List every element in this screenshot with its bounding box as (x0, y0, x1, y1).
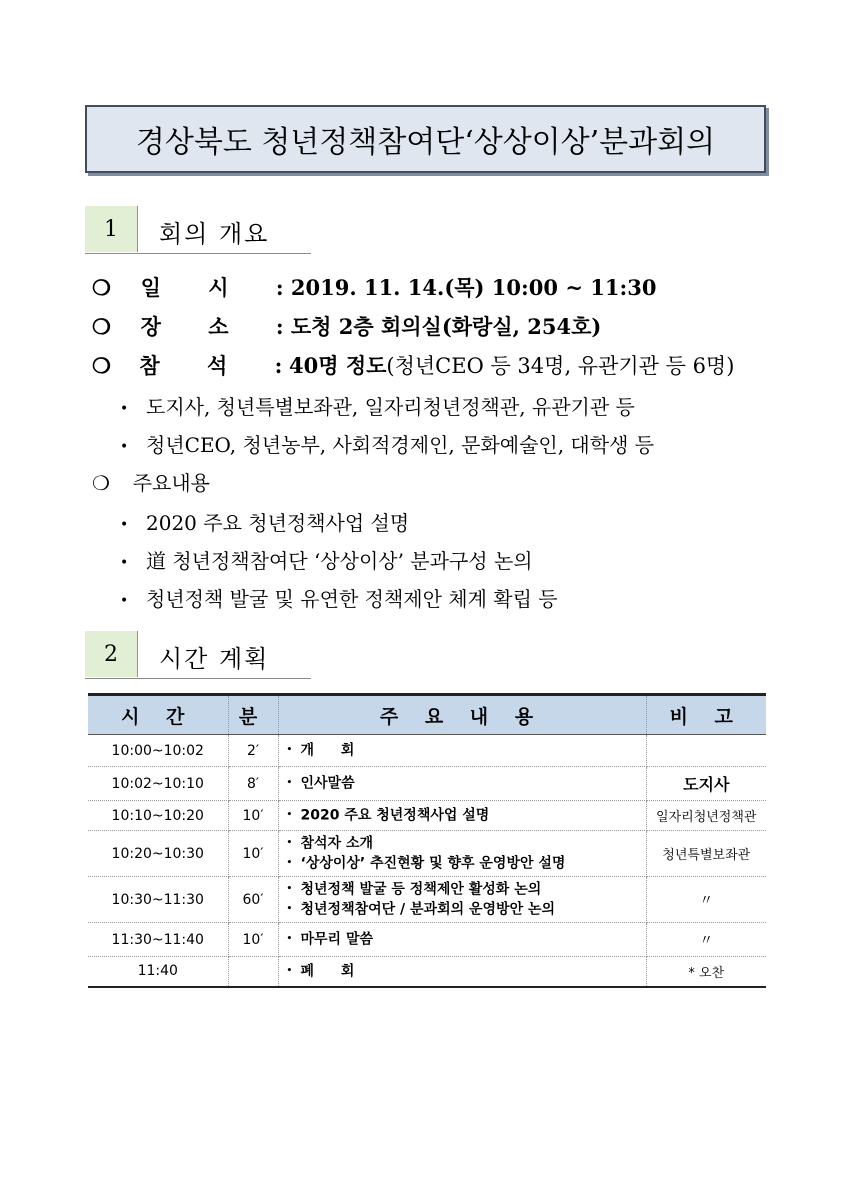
table-row (88, 735, 766, 767)
circle-bullet-icon: ❍ (92, 314, 111, 339)
time-cell: 10:10~10:20 (88, 801, 228, 831)
minutes-cell: 8′ (228, 767, 278, 801)
content-cell: • 참석자 소개 • ‘상상이상’ 추진현황 및 향후 운영방안 설명 (278, 831, 646, 877)
circle-bullet-icon: ❍ (92, 275, 111, 300)
main-item: • 道 청년정책참여단 ‘상상이상’ 분과구성 논의 (120, 549, 533, 573)
note-cell: 청년특별보좌관 (646, 831, 766, 877)
date-value: 2019. 11. 14.(목) 10:00 ~ 11:30 (290, 275, 657, 300)
attend-line (92, 350, 734, 380)
date-line (92, 272, 656, 302)
time-cell: 11:30~11:40 (88, 923, 228, 957)
header-note: 비 고 (646, 695, 766, 735)
section-header-overview (85, 206, 311, 254)
minutes-cell: 2′ (228, 735, 278, 767)
attend-label: 참 석 : (139, 353, 283, 378)
header-content: 주 요 내 용 (278, 695, 646, 735)
bullet-icon: • (120, 516, 129, 533)
table-row (88, 923, 766, 957)
bullet-icon: • (120, 554, 129, 571)
section-underline (85, 678, 311, 679)
table-row (88, 767, 766, 801)
bullet-icon: • (120, 438, 129, 455)
time-cell: 10:02~10:10 (88, 767, 228, 801)
section-number: 1 (85, 206, 138, 252)
main-content-line (92, 467, 210, 496)
attend-count: 40명 정도 (289, 353, 387, 378)
attendee-item: • 청년CEO, 청년농부, 사회적경제인, 문화예술인, 대학생 등 (120, 433, 655, 457)
main-item: • 청년정책 발굴 및 유연한 정책제안 체계 확립 등 (120, 587, 558, 611)
schedule-header-row (88, 695, 766, 735)
note-cell: 〃 (646, 877, 766, 923)
main-label: 주요내용 (132, 471, 210, 495)
section-title: 회의 개요 (159, 220, 270, 248)
section-title: 시간 계획 (159, 645, 270, 673)
minutes-cell: 10′ (228, 831, 278, 877)
time-cell: 10:30~11:30 (88, 877, 228, 923)
place-line (92, 311, 601, 341)
table-row (88, 957, 766, 987)
minutes-cell: 10′ (228, 923, 278, 957)
content-cell: • 2020 주요 청년정책사업 설명 (278, 801, 646, 831)
content-cell: • 인사말씀 (278, 767, 646, 801)
attend-detail: (청년CEO 등 34명, 유관기관 등 6명) (386, 354, 735, 378)
schedule-table (88, 693, 766, 988)
table-row (88, 831, 766, 877)
header-time: 시 간 (88, 695, 228, 735)
section-number: 2 (85, 631, 138, 677)
note-cell: 〃 (646, 923, 766, 957)
content-cell: • 폐 회 (278, 957, 646, 987)
time-cell: 11:40 (88, 957, 228, 987)
header-minutes: 분 (228, 695, 278, 735)
content-cell: • 마무리 말씀 (278, 923, 646, 957)
circle-bullet-icon: ❍ (92, 471, 110, 495)
table-row (88, 801, 766, 831)
bullet-icon: • (120, 400, 129, 417)
minutes-cell: 10′ (228, 801, 278, 831)
place-value: 도청 2층 회의실(화랑실, 254호) (290, 314, 602, 339)
section-underline (85, 253, 311, 254)
minutes-cell: 60′ (228, 877, 278, 923)
date-label: 일 시 : (140, 275, 284, 300)
content-cell: • 개 회 (278, 735, 646, 767)
section-header-schedule (85, 631, 311, 679)
note-cell: 일자리청년정책관 (646, 801, 766, 831)
content-cell: • 청년정책 발굴 등 정책제안 활성화 논의 • 청년정책참여단 / 분과회의 운영방안 논의 (278, 877, 646, 923)
minutes-cell (228, 957, 278, 987)
place-label: 장 소 : (140, 314, 284, 339)
note-cell: 도지사 (646, 767, 766, 801)
note-cell (646, 735, 766, 767)
document-title: 경상북도 청년정책참여단‘상상이상’분과회의 (85, 105, 766, 173)
time-cell: 10:20~10:30 (88, 831, 228, 877)
main-item: • 2020 주요 청년정책사업 설명 (120, 511, 410, 535)
table-row (88, 877, 766, 923)
circle-bullet-icon: ❍ (92, 353, 111, 378)
attendee-item: • 도지사, 청년특별보좌관, 일자리청년정책관, 유관기관 등 (120, 395, 635, 419)
time-cell: 10:00~10:02 (88, 735, 228, 767)
note-cell: * 오찬 (646, 957, 766, 987)
bullet-icon: • (120, 592, 129, 609)
